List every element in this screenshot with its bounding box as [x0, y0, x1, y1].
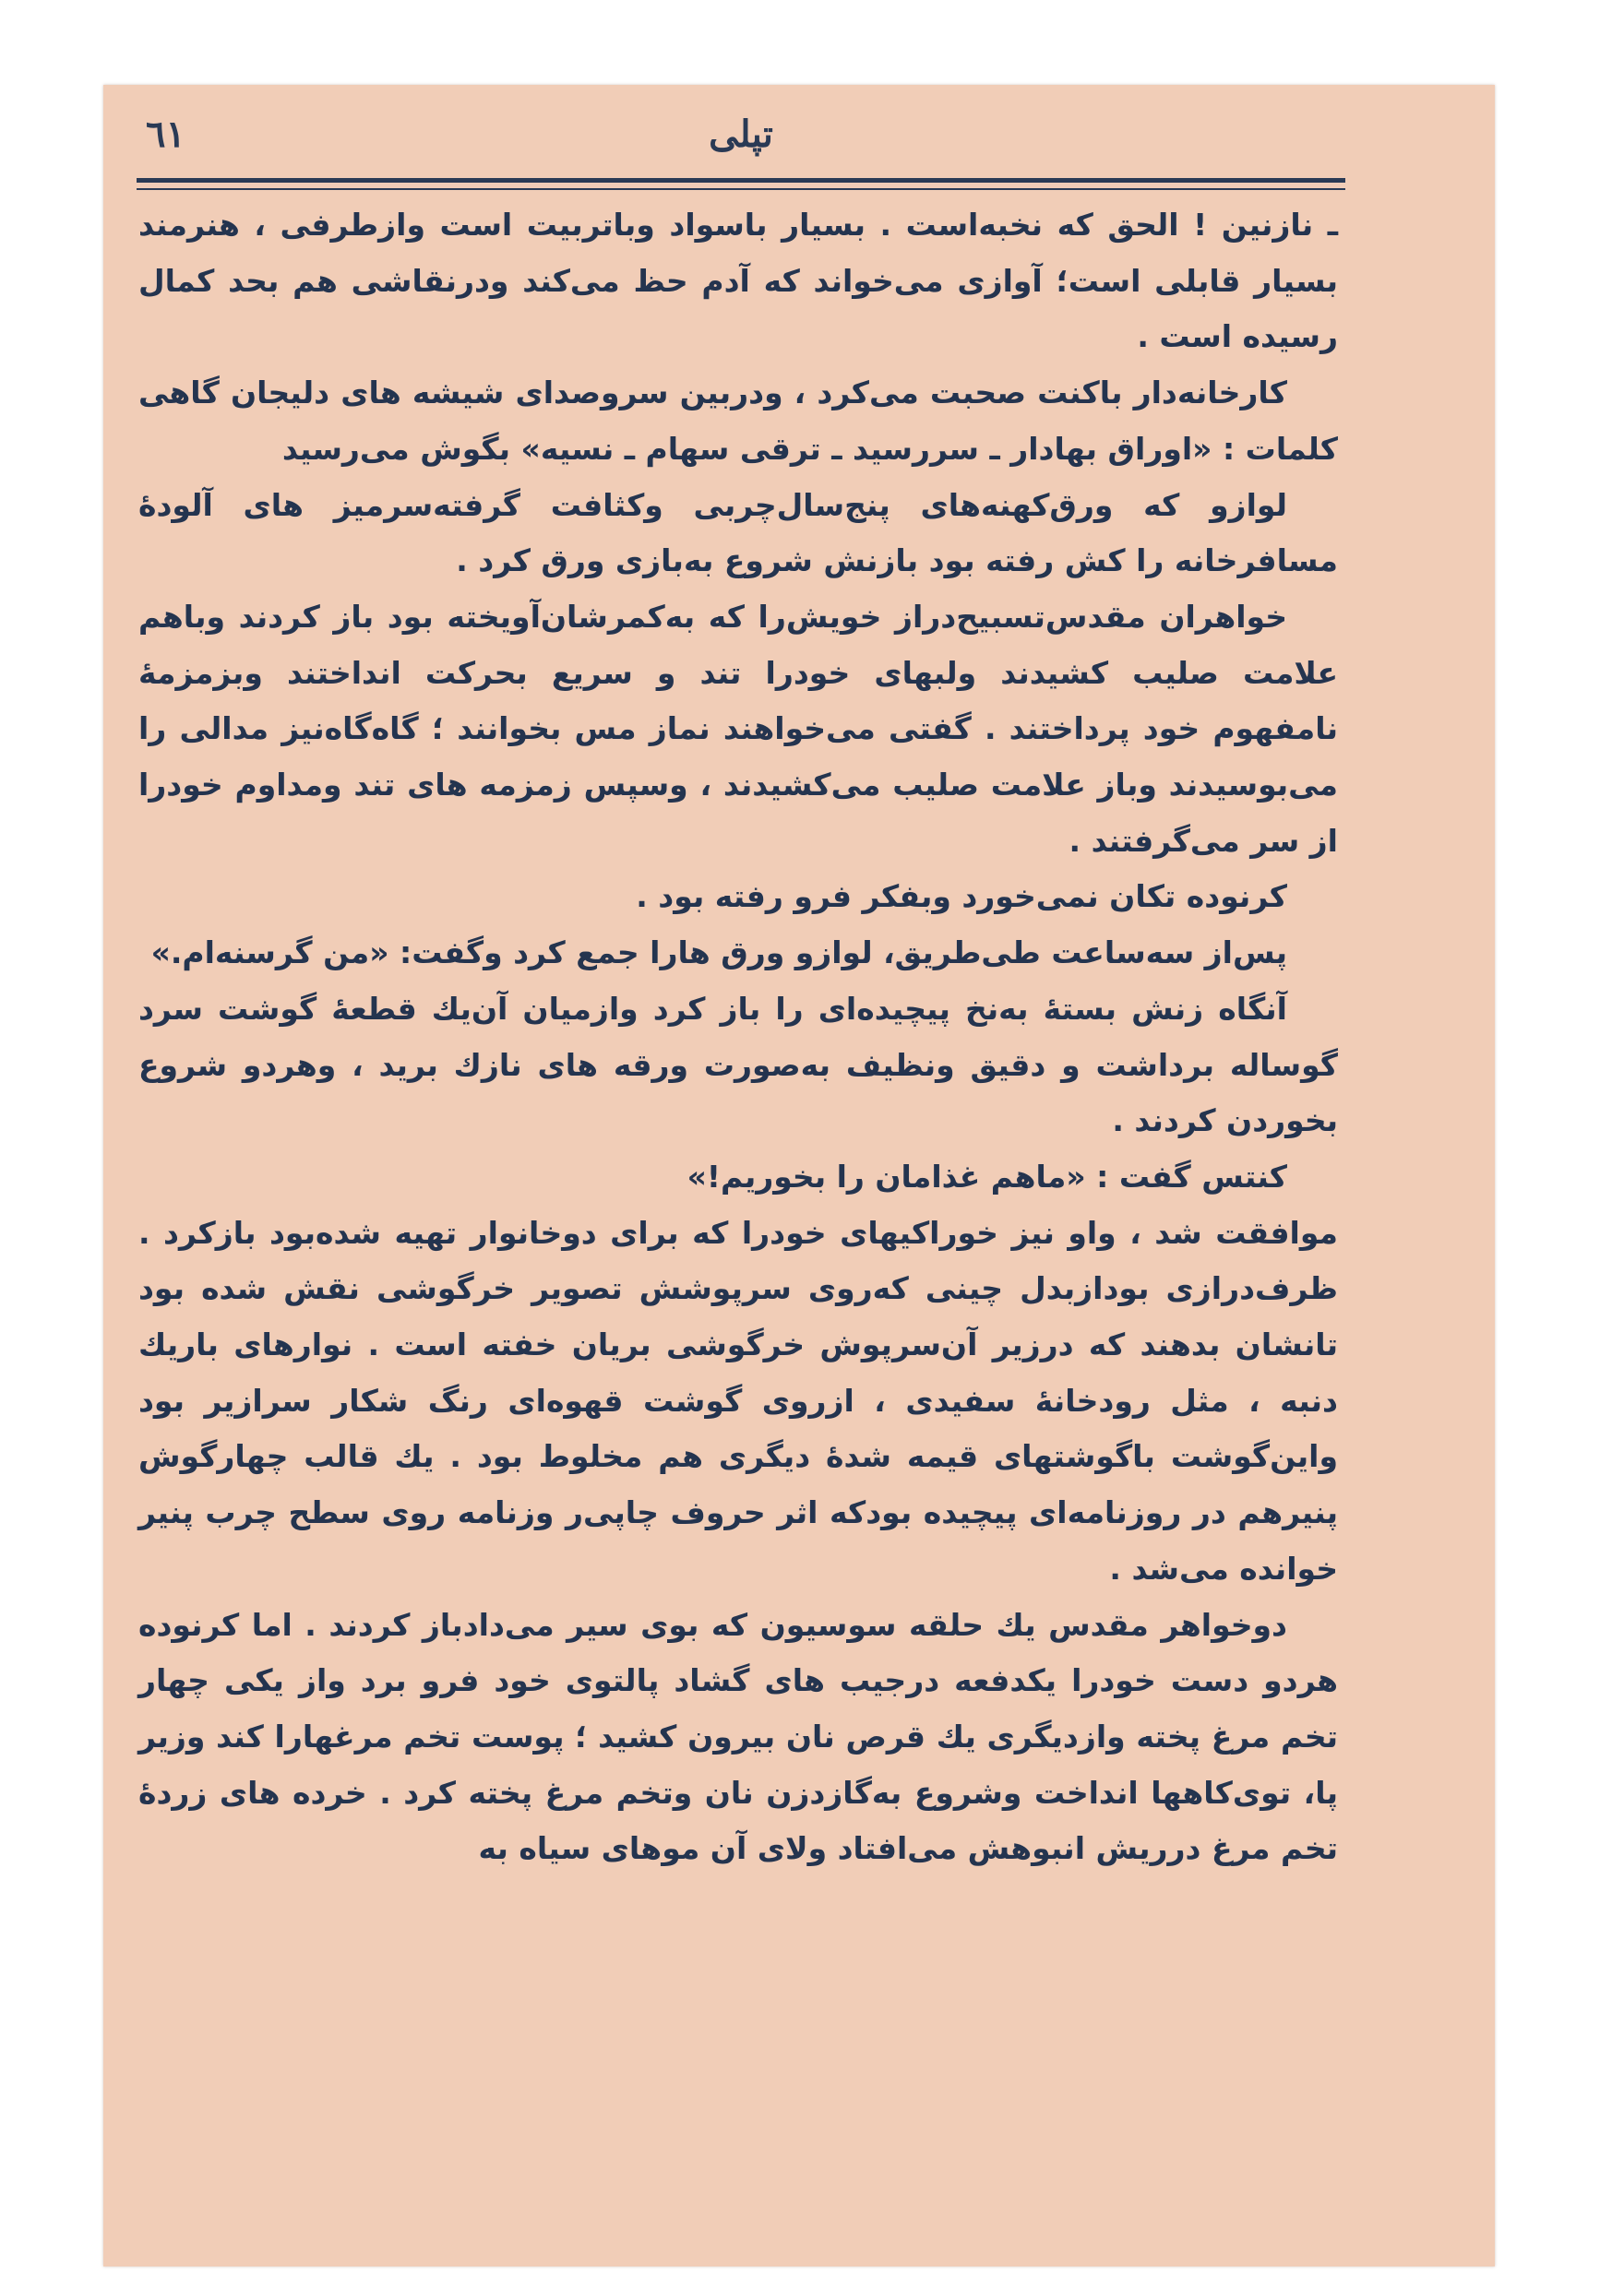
header-rule-thick: [137, 178, 1345, 183]
header-rule-thin: [137, 188, 1345, 190]
paragraph: لوازو که ورق‌کهنه‌های پنج‌سال‌چربی وکثافت گرفته‌سرمیز های آلودهٔ مسافرخانه را کش رفته بود بازنش شروع به‌بازی ورق کرد .: [138, 486, 1338, 579]
paragraph: موافقت شد ، واو نیز خوراکیهای خودرا که برای دوخانوار تهیه شده‌بود بازکرد . ظرف‌درازی بودازبدل چینی که‌روی سرپوشش تصویر خرگوشی نقش شده بود تانشان بدهند که درزیر آن‌سرپوش خرگوشی بریان خفته است . نوارهای باریك دنبه ، مثل رودخانهٔ سفیدی ، ازروی گوشت قهوه‌ای رنگ شکار سرازیر بود واین‌گوشت باگوشتهای قیمه شدهٔ دیگری هم مخلوط بود . یك قالب چهارگوش پنیرهم در روزنامه‌ای پیچیده بودکه اثر حروف چاپی‌ر وزنامه روی سطح چرب پنیر خوانده می‌شد .: [138, 1214, 1338, 1587]
paragraph: کارخانه‌دار باکنت صحبت می‌کرد ، ودربین سروصدای شیشه های دلیجان گاهی کلمات : «اوراق بهادار ـ سررسید ـ ترقی سهام ـ نسیه» بگوش می‌رسید: [138, 375, 1338, 467]
paragraph: کنتس گفت : «ماهم غذامان را بخوریم!»: [687, 1158, 1287, 1195]
paragraph: کرنوده تکان نمی‌خورد وبفکر فرو رفته بود .: [636, 878, 1287, 915]
body-text: [138, 197, 1338, 1877]
paragraph: پس‌از سه‌ساعت طی‌طریق، لوازو ورق هارا جمع کرد وگفت: «من گرسنه‌ام.»: [150, 934, 1287, 971]
paragraph: خواهران مقدس‌تسبیح‌دراز خویش‌را که به‌کمرشان‌آویخته بود باز کردند وباهم علامت صلیب کشیدند ولبهای خودرا تند و سریع بحرکت انداختند وبزمزمهٔ نامفهوم خود پرداختند . گفتی می‌خواهند نماز مس بخوانند ؛ گاه‌گاه‌نیز مدالی را می‌بوسیدند وباز علامت صلیب می‌کشیدند ، وسپس زمزمه های تند ومداوم خودرا از سر می‌گرفتند .: [138, 598, 1338, 859]
running-title: تپلی: [709, 113, 773, 156]
paragraph: آنگاه زنش بستهٔ به‌نخ پیچیده‌ای را باز کرد وازمیان آن‌یك قطعهٔ گوشت سرد گوساله برداشت و دقیق ونظیف به‌صورت ورقه های نازك برید ، وهردو شروع بخوردن کردند .: [138, 990, 1338, 1139]
page-number: ٦١: [146, 113, 185, 156]
paragraph: ـ نازنین ! الحق که نخبه‌است . بسیار باسواد وباتربیت است وازطرفی ، هنرمند بسیار قابلی است؛ آوازی می‌خواند که آدم حظ می‌کند ودرنقاشی هم بحد کمال رسیده است .: [138, 207, 1338, 355]
paragraph: دوخواهر مقدس یك حلقه سوسیون که بوی سیر می‌دادباز کردند . اما کرنوده هردو دست خودرا یکدفعه درجیب های گشاد پالتوی خود فرو برد واز یکی چهار تخم مرغ پخته وازدیگری یك قرص نان بیرون کشید ؛ پوست تخم مرغهارا کند وزیر پا، توی‌کاهها انداخت وشروع به‌گازدزن نان وتخم مرغ پخته کرد . خرده های زردهٔ تخم مرغ درریش انبوهش می‌افتاد ولای آن موهای سیاه به: [138, 1606, 1338, 1867]
